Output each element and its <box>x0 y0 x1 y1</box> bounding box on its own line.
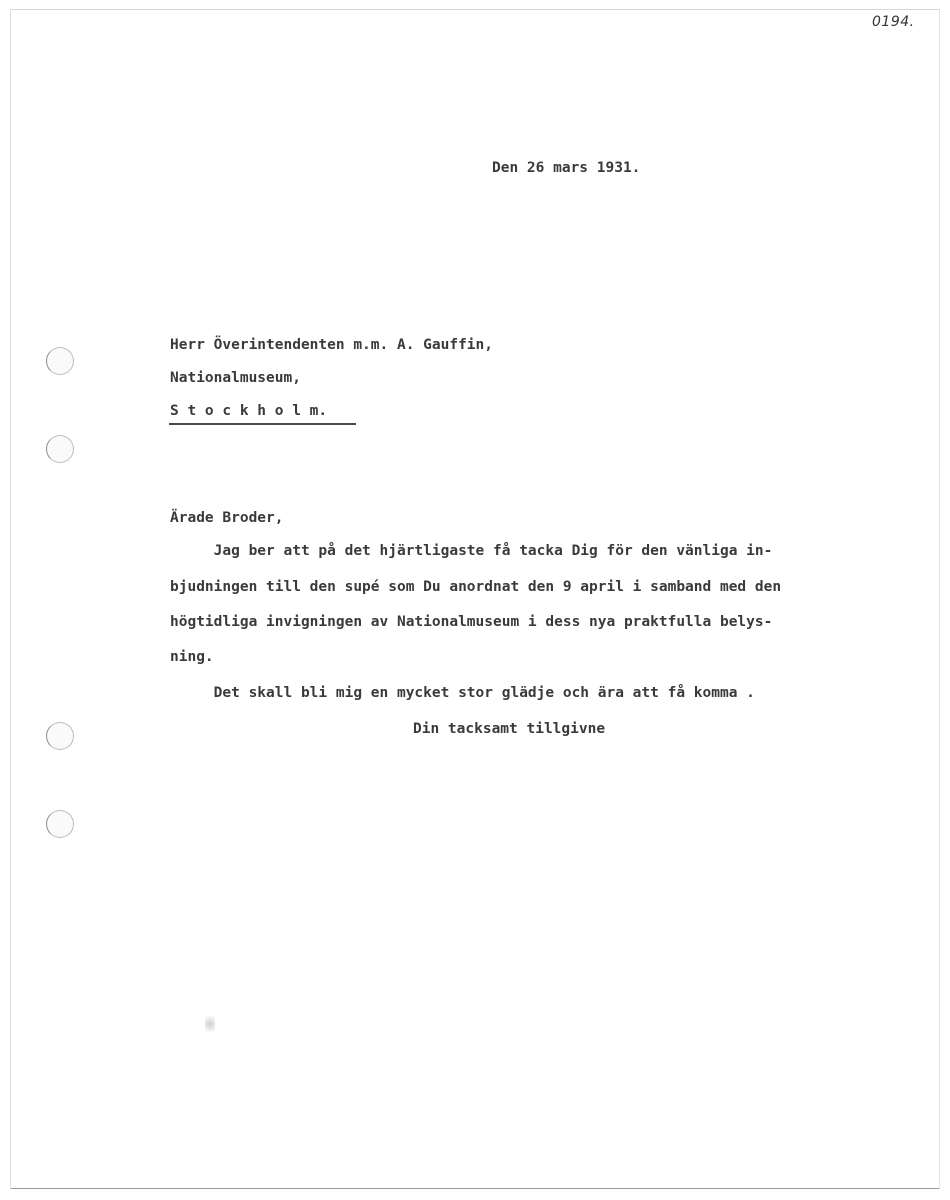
letter-date: Den 26 mars 1931. <box>492 160 641 176</box>
closing: Din tacksamt tillgivne <box>413 721 606 737</box>
binder-hole <box>46 810 74 838</box>
body-line: högtidliga invigningen av Nationalmuseum i dess nya praktfulla belys- <box>170 614 773 630</box>
address-city-underline <box>169 423 356 425</box>
salutation: Ärade Broder, <box>170 510 284 526</box>
page-edge-top <box>10 9 940 10</box>
body-line: Det skall bli mig en mycket stor glädje och ära att få komma . <box>170 685 755 701</box>
address-institution: Nationalmuseum, <box>170 370 301 386</box>
body-line: ning. <box>170 649 214 665</box>
page-edge-left <box>10 9 11 1189</box>
paper-speck <box>205 1012 215 1036</box>
archive-number: 0194. <box>872 14 915 30</box>
page-edge-bottom <box>10 1188 940 1189</box>
binder-hole <box>46 722 74 750</box>
page-edge-right <box>939 9 940 1189</box>
binder-hole <box>46 435 74 463</box>
binder-hole <box>46 347 74 375</box>
body-line: bjudningen till den supé som Du anordnat den 9 april i samband med den <box>170 579 782 595</box>
address-city: S t o c k h o l m. <box>170 403 328 419</box>
body-line: Jag ber att på det hjärtligaste få tacka Dig för den vänliga in- <box>170 543 773 559</box>
address-recipient: Herr Överintendenten m.m. A. Gauffin, <box>170 337 494 353</box>
